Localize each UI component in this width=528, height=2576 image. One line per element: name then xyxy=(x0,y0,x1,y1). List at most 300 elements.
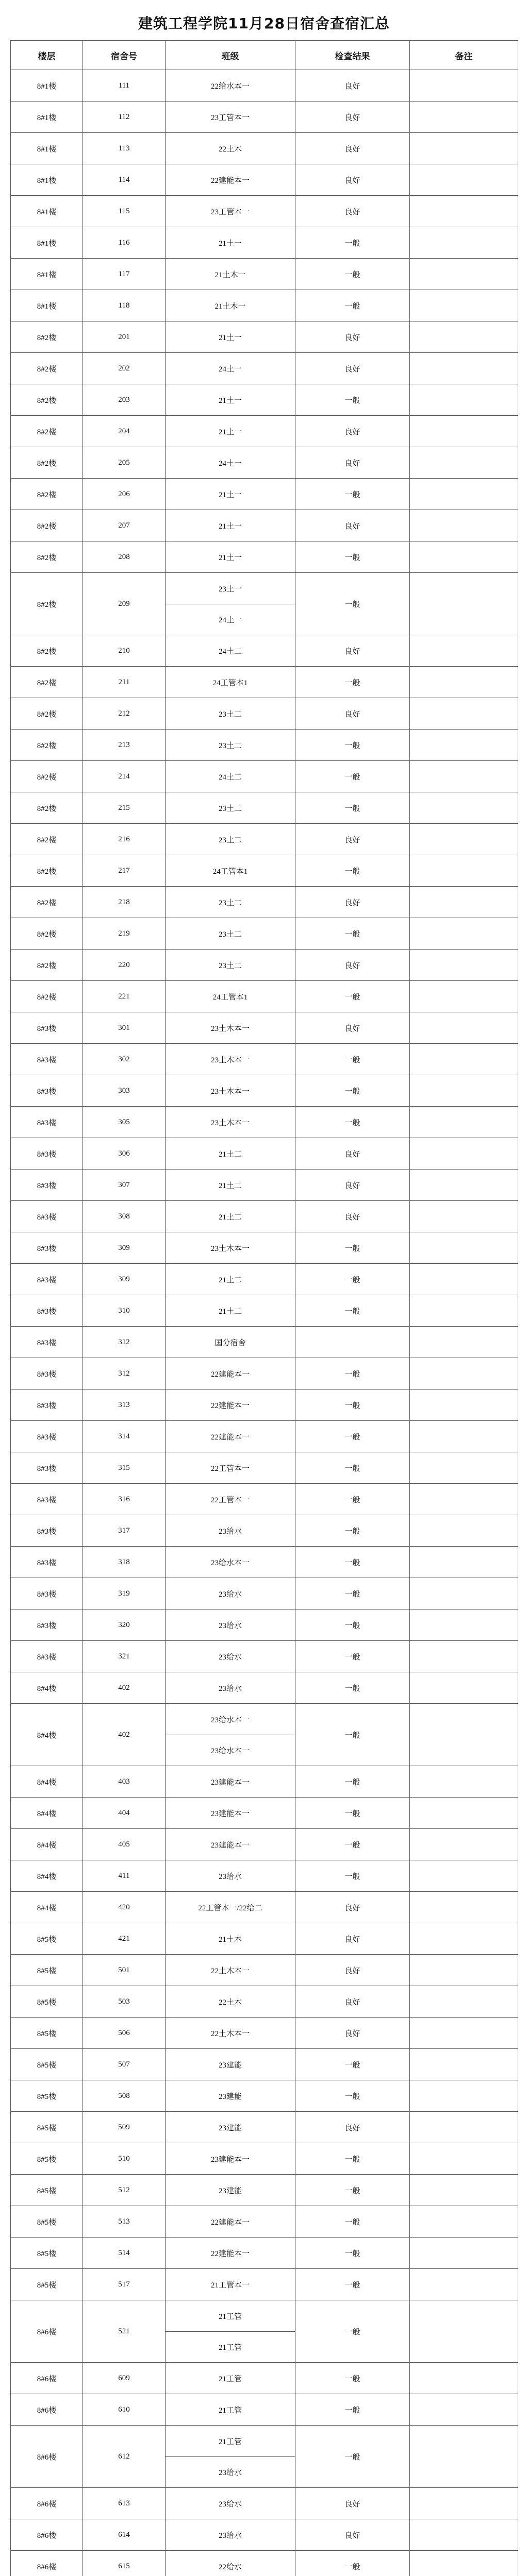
table-row xyxy=(11,887,518,918)
class-cell: 23工管本一 xyxy=(166,101,295,133)
result-cell: 良好 xyxy=(295,2018,410,2049)
result-cell: 一般 xyxy=(295,918,410,950)
building-cell: 8#2楼 xyxy=(11,667,83,698)
result-cell: 良好 xyxy=(295,698,410,730)
class-cell: 23建能 xyxy=(166,2175,295,2206)
building-cell: 8#5楼 xyxy=(11,1955,83,1986)
note-cell xyxy=(410,416,518,447)
room-cell: 318 xyxy=(83,1547,166,1578)
room-cell: 218 xyxy=(83,887,166,918)
building-cell: 8#2楼 xyxy=(11,510,83,541)
result-cell: 一般 xyxy=(295,2269,410,2300)
result-cell: 良好 xyxy=(295,196,410,227)
class-cell: 23给水 xyxy=(166,2457,295,2488)
note-cell xyxy=(410,196,518,227)
note-cell xyxy=(410,730,518,761)
room-cell: 202 xyxy=(83,353,166,384)
room-cell: 512 xyxy=(83,2175,166,2206)
note-cell xyxy=(410,2112,518,2143)
building-cell: 8#4楼 xyxy=(11,1829,83,1860)
class-cell: 22工管本一/22给二 xyxy=(166,1892,295,1923)
table-row xyxy=(11,227,518,259)
building-cell: 8#3楼 xyxy=(11,1578,83,1609)
room-cell: 513 xyxy=(83,2206,166,2238)
building-cell: 8#5楼 xyxy=(11,2269,83,2300)
table-row xyxy=(11,1547,518,1578)
room-cell: 306 xyxy=(83,1138,166,1170)
building-cell: 8#1楼 xyxy=(11,196,83,227)
result-cell: 一般 xyxy=(295,1860,410,1892)
result-cell: 一般 xyxy=(295,1641,410,1672)
room-cell: 216 xyxy=(83,824,166,855)
table-row xyxy=(11,1860,518,1892)
class-cell: 23土二 xyxy=(166,698,295,730)
class-cell: 21土木一 xyxy=(166,259,295,290)
note-cell xyxy=(410,259,518,290)
class-cell: 22土木本一 xyxy=(166,2018,295,2049)
table-row xyxy=(11,1295,518,1327)
room-cell: 213 xyxy=(83,730,166,761)
table-row xyxy=(11,1327,518,1358)
table-row xyxy=(11,2175,518,2206)
note-cell xyxy=(410,2300,518,2363)
note-cell xyxy=(410,353,518,384)
table-row xyxy=(11,447,518,479)
table-row xyxy=(11,133,518,164)
table-row xyxy=(11,2269,518,2300)
room-cell: 310 xyxy=(83,1295,166,1327)
note-cell xyxy=(410,1672,518,1704)
room-cell: 521 xyxy=(83,2300,166,2363)
building-cell: 8#5楼 xyxy=(11,2175,83,2206)
room-cell: 411 xyxy=(83,1860,166,1892)
note-cell xyxy=(410,290,518,321)
dorm-inspection-table xyxy=(10,40,518,2576)
room-cell: 114 xyxy=(83,164,166,196)
note-cell xyxy=(410,541,518,573)
result-cell: 良好 xyxy=(295,164,410,196)
building-cell: 8#5楼 xyxy=(11,2143,83,2175)
room-cell: 117 xyxy=(83,259,166,290)
room-cell: 314 xyxy=(83,1421,166,1452)
class-cell: 22土木 xyxy=(166,133,295,164)
result-cell: 一般 xyxy=(295,792,410,824)
room-cell: 116 xyxy=(83,227,166,259)
building-cell: 8#5楼 xyxy=(11,1923,83,1955)
table-row xyxy=(11,1389,518,1421)
room-cell: 112 xyxy=(83,101,166,133)
table-row xyxy=(11,259,518,290)
table-row xyxy=(11,730,518,761)
table-row xyxy=(11,1452,518,1484)
building-cell: 8#2楼 xyxy=(11,635,83,667)
class-cell: 24土一 xyxy=(166,353,295,384)
result-cell: 一般 xyxy=(295,1515,410,1547)
result-cell: 一般 xyxy=(295,1798,410,1829)
result-cell: 一般 xyxy=(295,573,410,635)
note-cell xyxy=(410,2049,518,2080)
table-row xyxy=(11,1170,518,1201)
building-cell: 8#3楼 xyxy=(11,1358,83,1389)
note-cell xyxy=(410,133,518,164)
building-cell: 8#3楼 xyxy=(11,1138,83,1170)
class-cell: 21土一 xyxy=(166,479,295,510)
note-cell xyxy=(410,1327,518,1358)
result-cell: 良好 xyxy=(295,1923,410,1955)
building-cell: 8#5楼 xyxy=(11,2018,83,2049)
table-row xyxy=(11,541,518,573)
result-cell: 良好 xyxy=(295,510,410,541)
result-cell: 一般 xyxy=(295,667,410,698)
building-cell: 8#5楼 xyxy=(11,1986,83,2018)
building-cell: 8#2楼 xyxy=(11,416,83,447)
note-cell xyxy=(410,447,518,479)
note-cell xyxy=(410,1547,518,1578)
building-cell: 8#1楼 xyxy=(11,259,83,290)
class-cell: 21土一 xyxy=(166,384,295,416)
class-cell: 21工管本一 xyxy=(166,2269,295,2300)
table-row xyxy=(11,1829,518,1860)
class-cell: 22土木 xyxy=(166,1986,295,2018)
building-cell: 8#4楼 xyxy=(11,1798,83,1829)
table-row xyxy=(11,1515,518,1547)
note-cell xyxy=(410,1138,518,1170)
result-cell: 一般 xyxy=(295,541,410,573)
table-row xyxy=(11,384,518,416)
table-row xyxy=(11,1672,518,1704)
class-cell: 21土木 xyxy=(166,1923,295,1955)
note-cell xyxy=(410,2175,518,2206)
class-cell: 21土二 xyxy=(166,1170,295,1201)
building-cell: 8#3楼 xyxy=(11,1609,83,1641)
result-cell: 一般 xyxy=(295,1075,410,1107)
class-cell: 23给水 xyxy=(166,1515,295,1547)
room-cell: 201 xyxy=(83,321,166,353)
result-cell: 良好 xyxy=(295,353,410,384)
building-cell: 8#2楼 xyxy=(11,384,83,416)
header-class: 班级 xyxy=(166,41,295,70)
note-cell xyxy=(410,1766,518,1798)
note-cell xyxy=(410,1201,518,1232)
class-cell: 23给水本一 xyxy=(166,1735,295,1766)
class-cell: 23建能本一 xyxy=(166,1829,295,1860)
table-row xyxy=(11,1232,518,1264)
building-cell: 8#3楼 xyxy=(11,1044,83,1075)
result-cell: 一般 xyxy=(295,2175,410,2206)
table-row xyxy=(11,918,518,950)
room-cell: 612 xyxy=(83,2426,166,2488)
result-cell: 良好 xyxy=(295,416,410,447)
result-cell: 一般 xyxy=(295,259,410,290)
room-cell: 514 xyxy=(83,2238,166,2269)
class-cell: 21土一 xyxy=(166,227,295,259)
class-cell: 24工管本1 xyxy=(166,855,295,887)
note-cell xyxy=(410,1389,518,1421)
table-row xyxy=(11,2018,518,2049)
note-cell xyxy=(410,1044,518,1075)
room-cell: 214 xyxy=(83,761,166,792)
result-cell: 一般 xyxy=(295,2363,410,2394)
table-row xyxy=(11,353,518,384)
result-cell: 一般 xyxy=(295,290,410,321)
class-cell: 24土二 xyxy=(166,635,295,667)
class-cell: 23土木本一 xyxy=(166,1232,295,1264)
table-row xyxy=(11,2426,518,2457)
room-cell: 206 xyxy=(83,479,166,510)
room-cell: 315 xyxy=(83,1452,166,1484)
class-cell: 23土木本一 xyxy=(166,1075,295,1107)
building-cell: 8#1楼 xyxy=(11,101,83,133)
building-cell: 8#3楼 xyxy=(11,1547,83,1578)
table-row xyxy=(11,321,518,353)
header-row xyxy=(11,41,518,70)
class-cell: 24工管本1 xyxy=(166,981,295,1012)
building-cell: 8#3楼 xyxy=(11,1012,83,1044)
result-cell: 一般 xyxy=(295,981,410,1012)
result-cell: 一般 xyxy=(295,1232,410,1264)
building-cell: 8#2楼 xyxy=(11,447,83,479)
class-cell: 22建能本一 xyxy=(166,1389,295,1421)
class-cell: 22建能本一 xyxy=(166,1421,295,1452)
document-title: 建筑工程学院11月28日宿舍查宿汇总 xyxy=(138,15,390,32)
table-row xyxy=(11,1012,518,1044)
note-cell xyxy=(410,1107,518,1138)
table-row xyxy=(11,2080,518,2112)
note-cell xyxy=(410,1232,518,1264)
result-cell: 一般 xyxy=(295,1421,410,1452)
building-cell: 8#6楼 xyxy=(11,2300,83,2363)
class-cell: 22给水本一 xyxy=(166,70,295,101)
header-room: 宿舍号 xyxy=(83,41,166,70)
building-cell: 8#2楼 xyxy=(11,730,83,761)
table-row xyxy=(11,824,518,855)
class-cell: 22工管本一 xyxy=(166,1452,295,1484)
building-cell: 8#2楼 xyxy=(11,479,83,510)
result-cell: 一般 xyxy=(295,1452,410,1484)
class-cell: 23建能本一 xyxy=(166,2143,295,2175)
class-cell: 23土二 xyxy=(166,792,295,824)
note-cell xyxy=(410,1452,518,1484)
room-cell: 207 xyxy=(83,510,166,541)
note-cell xyxy=(410,1578,518,1609)
room-cell: 609 xyxy=(83,2363,166,2394)
result-cell: 良好 xyxy=(295,1892,410,1923)
building-cell: 8#4楼 xyxy=(11,1892,83,1923)
class-cell: 23给水本一 xyxy=(166,1547,295,1578)
class-cell: 23建能 xyxy=(166,2080,295,2112)
building-cell: 8#3楼 xyxy=(11,1421,83,1452)
class-cell: 23土二 xyxy=(166,918,295,950)
class-cell: 23建能本一 xyxy=(166,1798,295,1829)
note-cell xyxy=(410,321,518,353)
table-row xyxy=(11,1798,518,1829)
note-cell xyxy=(410,1609,518,1641)
table-row xyxy=(11,70,518,101)
building-cell: 8#2楼 xyxy=(11,321,83,353)
table-row xyxy=(11,573,518,604)
class-cell: 21土木一 xyxy=(166,290,295,321)
class-cell: 23土二 xyxy=(166,887,295,918)
note-cell xyxy=(410,2080,518,2112)
result-cell: 一般 xyxy=(295,227,410,259)
room-cell: 313 xyxy=(83,1389,166,1421)
note-cell xyxy=(410,1515,518,1547)
room-cell: 421 xyxy=(83,1923,166,1955)
room-cell: 320 xyxy=(83,1609,166,1641)
class-cell: 24土一 xyxy=(166,604,295,635)
note-cell xyxy=(410,887,518,918)
table-row xyxy=(11,479,518,510)
note-cell xyxy=(410,2488,518,2519)
room-cell: 402 xyxy=(83,1704,166,1766)
room-cell: 221 xyxy=(83,981,166,1012)
note-cell xyxy=(410,1860,518,1892)
building-cell: 8#6楼 xyxy=(11,2363,83,2394)
note-cell xyxy=(410,2269,518,2300)
note-cell xyxy=(410,2426,518,2488)
table-row xyxy=(11,2206,518,2238)
table-row xyxy=(11,792,518,824)
result-cell: 一般 xyxy=(295,384,410,416)
building-cell: 8#1楼 xyxy=(11,70,83,101)
class-cell: 23建能 xyxy=(166,2049,295,2080)
building-cell: 8#5楼 xyxy=(11,2112,83,2143)
room-cell: 405 xyxy=(83,1829,166,1860)
building-cell: 8#2楼 xyxy=(11,353,83,384)
room-cell: 118 xyxy=(83,290,166,321)
table-row xyxy=(11,1107,518,1138)
room-cell: 204 xyxy=(83,416,166,447)
room-cell: 614 xyxy=(83,2519,166,2551)
room-cell: 316 xyxy=(83,1484,166,1515)
building-cell: 8#3楼 xyxy=(11,1452,83,1484)
room-cell: 317 xyxy=(83,1515,166,1547)
building-cell: 8#2楼 xyxy=(11,824,83,855)
table-row xyxy=(11,510,518,541)
class-cell: 23土木本一 xyxy=(166,1044,295,1075)
class-cell: 23土一 xyxy=(166,573,295,604)
note-cell xyxy=(410,1295,518,1327)
room-cell: 113 xyxy=(83,133,166,164)
building-cell: 8#2楼 xyxy=(11,887,83,918)
building-cell: 8#3楼 xyxy=(11,1484,83,1515)
note-cell xyxy=(410,2206,518,2238)
note-cell xyxy=(410,384,518,416)
room-cell: 211 xyxy=(83,667,166,698)
building-cell: 8#2楼 xyxy=(11,761,83,792)
building-cell: 8#1楼 xyxy=(11,133,83,164)
building-cell: 8#6楼 xyxy=(11,2519,83,2551)
result-cell: 一般 xyxy=(295,2551,410,2576)
room-cell: 301 xyxy=(83,1012,166,1044)
class-cell: 23建能本一 xyxy=(166,1766,295,1798)
class-cell: 22给水 xyxy=(166,2551,295,2576)
result-cell: 一般 xyxy=(295,1295,410,1327)
class-cell: 21土一 xyxy=(166,416,295,447)
room-cell: 303 xyxy=(83,1075,166,1107)
note-cell xyxy=(410,2519,518,2551)
table-row xyxy=(11,667,518,698)
note-cell xyxy=(410,1829,518,1860)
room-cell: 205 xyxy=(83,447,166,479)
result-cell: 一般 xyxy=(295,1766,410,1798)
note-cell xyxy=(410,981,518,1012)
room-cell: 212 xyxy=(83,698,166,730)
note-cell xyxy=(410,950,518,981)
note-cell xyxy=(410,2018,518,2049)
class-cell: 23建能 xyxy=(166,2112,295,2143)
class-cell: 21土一 xyxy=(166,510,295,541)
table-row xyxy=(11,2238,518,2269)
result-cell: 一般 xyxy=(295,855,410,887)
room-cell: 210 xyxy=(83,635,166,667)
note-cell xyxy=(410,824,518,855)
class-cell: 23给水 xyxy=(166,2519,295,2551)
class-cell: 23给水 xyxy=(166,2488,295,2519)
room-cell: 309 xyxy=(83,1232,166,1264)
result-cell: 良好 xyxy=(295,70,410,101)
table-row xyxy=(11,1955,518,1986)
result-cell: 一般 xyxy=(295,2394,410,2426)
note-cell xyxy=(410,761,518,792)
note-cell xyxy=(410,573,518,635)
result-cell: 良好 xyxy=(295,1201,410,1232)
result-cell: 一般 xyxy=(295,479,410,510)
class-cell: 21土一 xyxy=(166,321,295,353)
note-cell xyxy=(410,2238,518,2269)
note-cell xyxy=(410,510,518,541)
result-cell: 一般 xyxy=(295,1484,410,1515)
building-cell: 8#1楼 xyxy=(11,227,83,259)
result-cell: 一般 xyxy=(295,1578,410,1609)
note-cell xyxy=(410,1012,518,1044)
note-cell xyxy=(410,2143,518,2175)
room-cell: 307 xyxy=(83,1170,166,1201)
building-cell: 8#3楼 xyxy=(11,1264,83,1295)
class-cell: 23给水 xyxy=(166,1578,295,1609)
building-cell: 8#3楼 xyxy=(11,1170,83,1201)
note-cell xyxy=(410,2363,518,2394)
result-cell: 一般 xyxy=(295,1358,410,1389)
note-cell xyxy=(410,1704,518,1766)
room-cell: 403 xyxy=(83,1766,166,1798)
class-cell: 22土木本一 xyxy=(166,1955,295,1986)
class-cell: 21工管 xyxy=(166,2332,295,2363)
result-cell: 良好 xyxy=(295,447,410,479)
room-cell: 508 xyxy=(83,2080,166,2112)
class-cell: 24工管本1 xyxy=(166,667,295,698)
room-cell: 613 xyxy=(83,2488,166,2519)
room-cell: 404 xyxy=(83,1798,166,1829)
header-note: 备注 xyxy=(410,41,518,70)
note-cell xyxy=(410,635,518,667)
building-cell: 8#4楼 xyxy=(11,1766,83,1798)
result-cell: 良好 xyxy=(295,1955,410,1986)
note-cell xyxy=(410,2394,518,2426)
class-cell: 23土二 xyxy=(166,950,295,981)
table-row xyxy=(11,1578,518,1609)
header-result: 检查结果 xyxy=(295,41,410,70)
class-cell: 21土二 xyxy=(166,1295,295,1327)
building-cell: 8#4楼 xyxy=(11,1704,83,1766)
note-cell xyxy=(410,792,518,824)
note-cell xyxy=(410,1075,518,1107)
room-cell: 219 xyxy=(83,918,166,950)
class-cell: 国分宿舍 xyxy=(166,1327,295,1358)
table-row xyxy=(11,2551,518,2576)
note-cell xyxy=(410,164,518,196)
class-cell: 21土二 xyxy=(166,1201,295,1232)
